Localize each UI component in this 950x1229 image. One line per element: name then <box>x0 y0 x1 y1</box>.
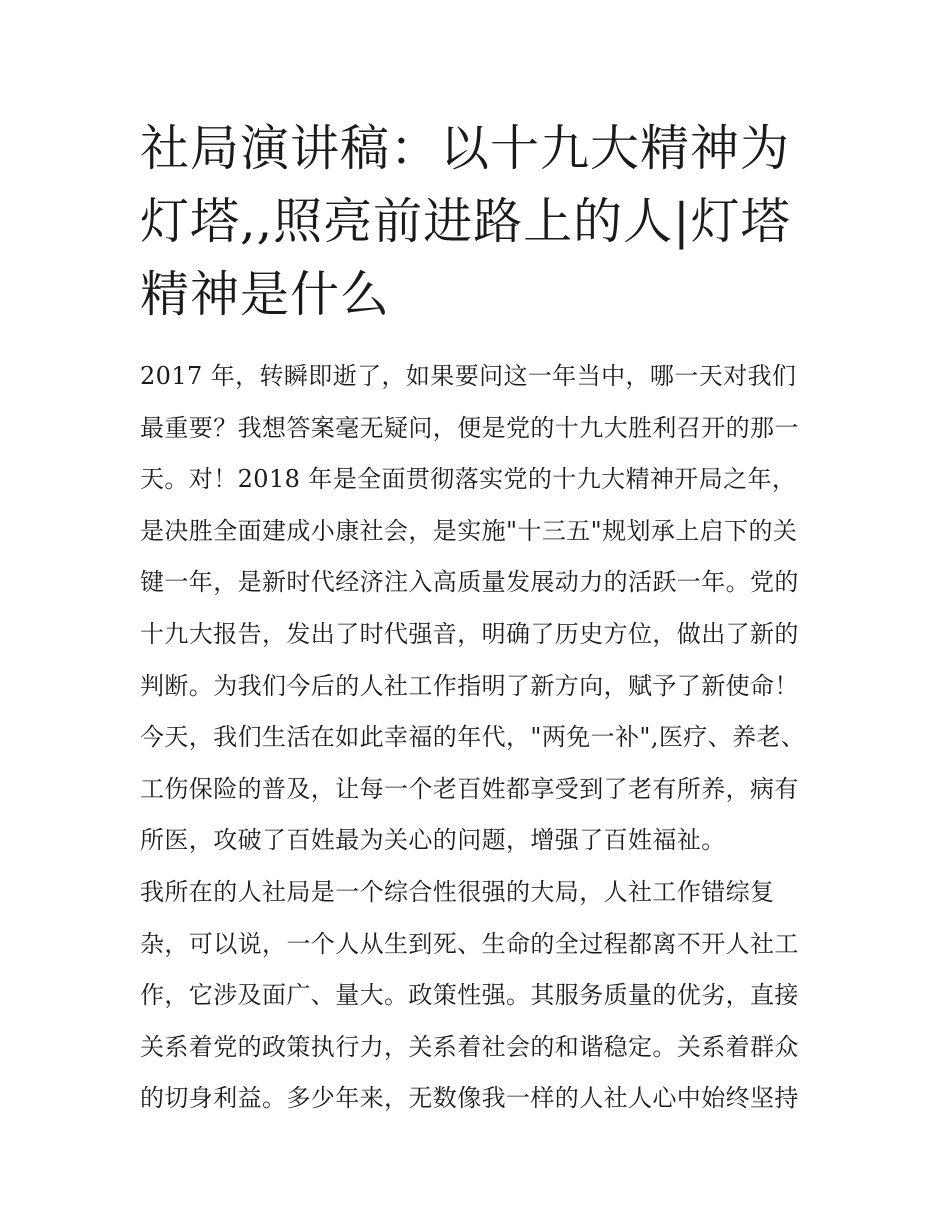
body-line: 我所在的人社局是一个综合性很强的大局，人社工作错综复 <box>140 877 775 906</box>
body-line: 工伤保险的普及，让每一个老百姓都享受到了老有所养，病有 <box>140 774 799 803</box>
document-page <box>140 112 820 1125</box>
document-title <box>140 112 800 331</box>
body-line: 天。对！2018 年是全面贯彻落实党的十九大精神开局之年， <box>140 465 797 494</box>
body-line: 作，它涉及面广、量大。政策性强。其服务质量的优劣，直接 <box>140 981 799 1010</box>
title-line: 精神是什么 <box>140 266 391 323</box>
body-line: 2017 年，转瞬即逝了，如果要问这一年当中，哪一天对我们 <box>140 362 797 390</box>
body-line: 是决胜全面建成小康社会，是实施"十三五"规划承上启下的关 <box>140 516 798 545</box>
document-body <box>140 351 820 1125</box>
body-line: 十九大报告，发出了时代强音，明确了历史方位，做出了新的 <box>140 619 799 648</box>
body-line: 杂，可以说，一个人从生到死、生命的全过程都离不开人社工 <box>140 929 799 958</box>
body-line: 今天，我们生活在如此幸福的年代，"两免一补",医疗、养老、 <box>140 723 806 752</box>
body-line: 所医，攻破了百姓最为关心的问题，增强了百姓福祉。 <box>140 826 726 855</box>
body-line: 判断。为我们今后的人社工作指明了新方向，赋予了新使命！ <box>140 671 799 700</box>
body-line: 最重要？我想答案毫无疑问，便是党的十九大胜利召开的那一 <box>140 413 799 442</box>
title-line: 社局演讲稿：以十九大精神为 <box>140 120 791 177</box>
body-line: 键一年，是新时代经济注入高质量发展动力的活跃一年。党的 <box>140 568 799 597</box>
body-line: 关系着党的政策执行力，关系着社会的和谐稳定。关系着群众 <box>140 1032 799 1061</box>
title-line: 灯塔,,照亮前进路上的人|灯塔 <box>140 193 791 250</box>
body-line: 的切身利益。多少年来，无数像我一样的人社人心中始终坚持 <box>140 1084 799 1113</box>
